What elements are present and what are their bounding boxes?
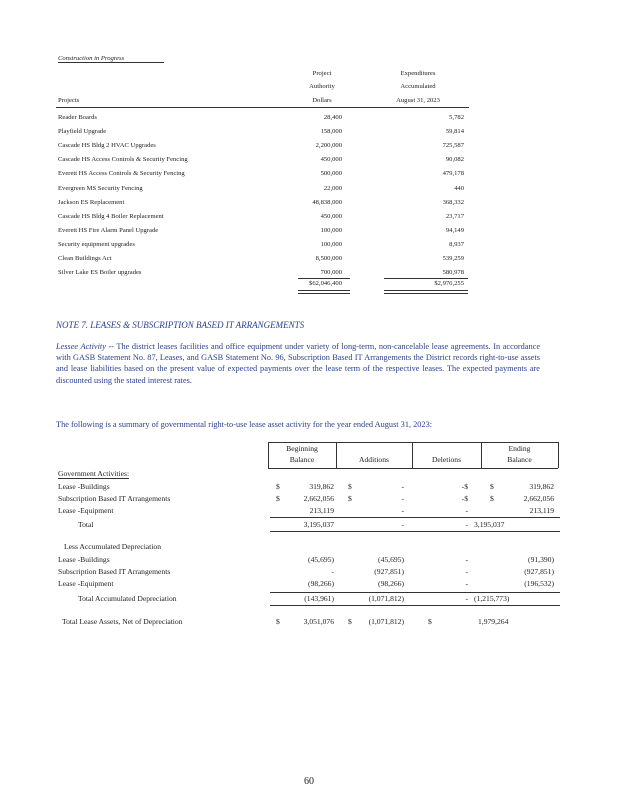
- asset-row-label: Subscription Based IT Arrangements: [58, 494, 171, 503]
- net-beginning-symbol: $: [276, 617, 280, 626]
- cip-total-double-rule-authority: [298, 290, 350, 294]
- total-dep-label: Total Accumulated Depreciation: [78, 594, 177, 603]
- asset-deletions: -$: [461, 494, 468, 503]
- cip-authority-value: 450,000: [320, 212, 342, 220]
- cip-total-authority: $62,046,400: [309, 280, 342, 287]
- asset-beginning-symbol: $: [276, 482, 280, 491]
- page-number: 60: [304, 776, 314, 787]
- cip-project-name: Silver Lake ES Boiler upgrades: [58, 269, 142, 277]
- net-additions-symbol: $: [348, 617, 352, 626]
- cip-authority-header-1: Project: [312, 70, 332, 77]
- section-government-activities: Government Activities:: [58, 469, 130, 478]
- dep-beginning: -: [331, 567, 334, 576]
- cip-header-rule: [56, 107, 469, 108]
- asset-beginning: 213,119: [309, 506, 334, 515]
- cip-expenditure-value: 90,082: [445, 156, 464, 164]
- total-deletions: -: [465, 520, 468, 529]
- total-additions: -: [401, 520, 404, 529]
- dep-row-label: Lease -Equipment: [58, 579, 114, 588]
- cip-expenditures-header-3: August 31, 2023: [396, 97, 440, 104]
- cip-project-name: Evergreen MS Security Fencing: [58, 184, 143, 192]
- cip-expenditure-value: 8,937: [449, 240, 464, 248]
- cip-expenditure-value: 440: [454, 184, 464, 192]
- cip-authority-value: 100,000: [320, 226, 342, 234]
- note-paragraph-1: [56, 341, 540, 386]
- net-ending: 1,979,264: [478, 617, 509, 626]
- asset-beginning-symbol: $: [276, 494, 280, 503]
- cip-authority-value: 450,000: [320, 156, 342, 164]
- col-ending-1: Ending: [508, 444, 531, 453]
- cip-expenditure-value: 479,178: [442, 170, 464, 178]
- cip-project-name: Everett HS Access Controls & Security Fencing: [58, 170, 185, 178]
- cip-authority-header-2: Authority: [309, 83, 335, 90]
- total-bottom-rule: [270, 531, 560, 532]
- cip-expenditure-value: 580,978: [442, 269, 464, 277]
- cip-project-name: Cascade HS Bldg 2 HVAC Upgrades: [58, 142, 156, 150]
- cip-total-rule-authority: [298, 278, 350, 279]
- cip-project-name: Playfield Upgrade: [58, 128, 107, 136]
- dep-additions: (927,851): [374, 567, 404, 576]
- cip-expenditure-value: 59,814: [445, 128, 464, 136]
- section-less-accumulated-depreciation: Less Accumulated Depreciation: [64, 542, 161, 551]
- col-beginning-1: Beginning: [286, 444, 318, 453]
- total-beginning: 3,195,037: [303, 520, 334, 529]
- dep-row-label: Subscription Based IT Arrangements: [58, 567, 171, 576]
- lessee-activity-label: Lessee Activity: [56, 342, 106, 351]
- cip-expenditure-value: 5,782: [449, 114, 464, 121]
- col-ending-2: Balance: [507, 455, 532, 464]
- dep-deletions: -: [465, 555, 468, 564]
- cip-expenditures-header-2: Accumulated: [400, 83, 436, 90]
- total-dep-bottom-rule: [270, 605, 560, 606]
- asset-ending: 2,662,056: [523, 494, 554, 503]
- cip-total-double-rule-expenditures: [384, 290, 468, 294]
- asset-additions: -: [401, 506, 404, 515]
- asset-additions: -: [401, 482, 404, 491]
- col-beginning-2: Balance: [289, 455, 315, 464]
- asset-ending-symbol: $: [490, 494, 494, 503]
- cip-expenditures-header-1: Expenditures: [400, 70, 436, 77]
- dep-deletions: -: [465, 567, 468, 576]
- cip-total-rule-expenditures: [384, 278, 468, 279]
- asset-additions: -: [401, 494, 404, 503]
- asset-additions-symbol: $: [348, 482, 352, 491]
- cip-authority-value: 100,000: [320, 240, 342, 248]
- cip-authority-value: 22,000: [323, 184, 342, 192]
- cip-projects-header: Projects: [58, 97, 80, 104]
- asset-ending-symbol: $: [490, 482, 494, 491]
- dep-deletions: -: [465, 579, 468, 588]
- cip-total-expenditures: $2,976,255: [434, 280, 464, 287]
- asset-deletions: -: [465, 506, 468, 515]
- dep-beginning: (98,266): [308, 579, 334, 588]
- cip-expenditure-value: 23,717: [445, 212, 464, 220]
- note-paragraph-2: The following is a summary of governmental right-to-use lease asset activity for the year ended August 31, 2023:: [56, 420, 433, 429]
- cip-project-name: Security equipment upgrades: [58, 240, 135, 248]
- asset-additions-symbol: $: [348, 494, 352, 503]
- total-dep-ending: (1,215,773): [474, 594, 510, 603]
- total-dep-additions: (1,071,812): [368, 594, 404, 603]
- asset-beginning: 2,662,056: [303, 494, 334, 503]
- total-ending: 3,195,037: [474, 520, 505, 529]
- cip-authority-value: 48,838,000: [312, 198, 342, 206]
- cip-authority-value: 700,000: [320, 269, 342, 277]
- asset-row-label: Lease -Buildings: [58, 482, 110, 491]
- cip-project-name: Jackson ES Replacement: [58, 198, 125, 206]
- total-dep-top-rule: [270, 592, 560, 593]
- lessee-activity-text: -- The district leases facilities and office equipment under variety of long-term, non-cancelable lease agreements. In accordance with GASB Statement No. 87, Leases, and GASB Statement No. 96, Subscription Based IT Arrangements the District records right-to-use assets and lease liabilities based on the present value of expected payments over the lease term of the respective leases. The expected payments are discounted using the stated interest rates.: [56, 342, 541, 385]
- cip-expenditure-value: 368,332: [442, 198, 464, 206]
- col-additions: Additions: [359, 455, 389, 464]
- asset-ending: 213,119: [529, 506, 554, 515]
- cip-authority-value: 500,000: [320, 170, 342, 178]
- cip-expenditure-value: 539,259: [442, 255, 464, 262]
- dep-additions: (45,695): [378, 555, 404, 564]
- net-beginning: 3,051,076: [303, 617, 334, 626]
- asset-row-label: Lease -Equipment: [58, 506, 114, 515]
- cip-title: Construction in Progress: [58, 55, 164, 63]
- dep-ending: (91,390): [528, 555, 554, 564]
- dep-row-label: Lease -Buildings: [58, 555, 110, 564]
- total-top-rule: [270, 517, 560, 518]
- asset-deletions: -$: [461, 482, 468, 491]
- asset-beginning: 319,862: [309, 482, 334, 491]
- cip-project-name: Cascade HS Access Controls & Security Fencing: [58, 156, 188, 164]
- net-deletions-symbol: $: [428, 617, 432, 626]
- net-additions: (1,071,812): [368, 617, 404, 626]
- dep-ending: (927,851): [524, 567, 554, 576]
- col-deletions: Deletions: [431, 455, 462, 464]
- cip-authority-value: 2,200,000: [315, 142, 342, 150]
- asset-ending: 319,862: [529, 482, 554, 491]
- cip-project-name: Everett HS Fire Alarm Panel Upgrade: [58, 226, 159, 234]
- total-label: Total: [78, 520, 94, 529]
- total-dep-deletions: -: [465, 594, 468, 603]
- dep-ending: (196,532): [524, 579, 554, 588]
- cip-project-name: Cascade HS Bldg 4 Boiler Replacement: [58, 212, 164, 220]
- cip-authority-value: 8,500,000: [315, 255, 342, 262]
- cip-project-name: Reader Boards: [58, 114, 97, 121]
- cip-expenditure-value: 725,587: [442, 142, 464, 150]
- cip-project-name: Clean Buildings Act: [58, 255, 112, 262]
- net-label: Total Lease Assets, Net of Depreciation: [62, 617, 183, 626]
- cip-authority-header-3: Dollars: [312, 97, 332, 104]
- total-dep-beginning: (143,961): [304, 594, 334, 603]
- cip-authority-value: 158,000: [320, 128, 342, 136]
- cip-expenditure-value: 94,149: [445, 226, 464, 234]
- cip-authority-value: 28,400: [323, 114, 342, 121]
- note-heading: NOTE 7. LEASES & SUBSCRIPTION BASED IT ARRANGEMENTS: [56, 320, 305, 330]
- dep-additions: (98,266): [378, 579, 404, 588]
- dep-beginning: (45,695): [308, 555, 334, 564]
